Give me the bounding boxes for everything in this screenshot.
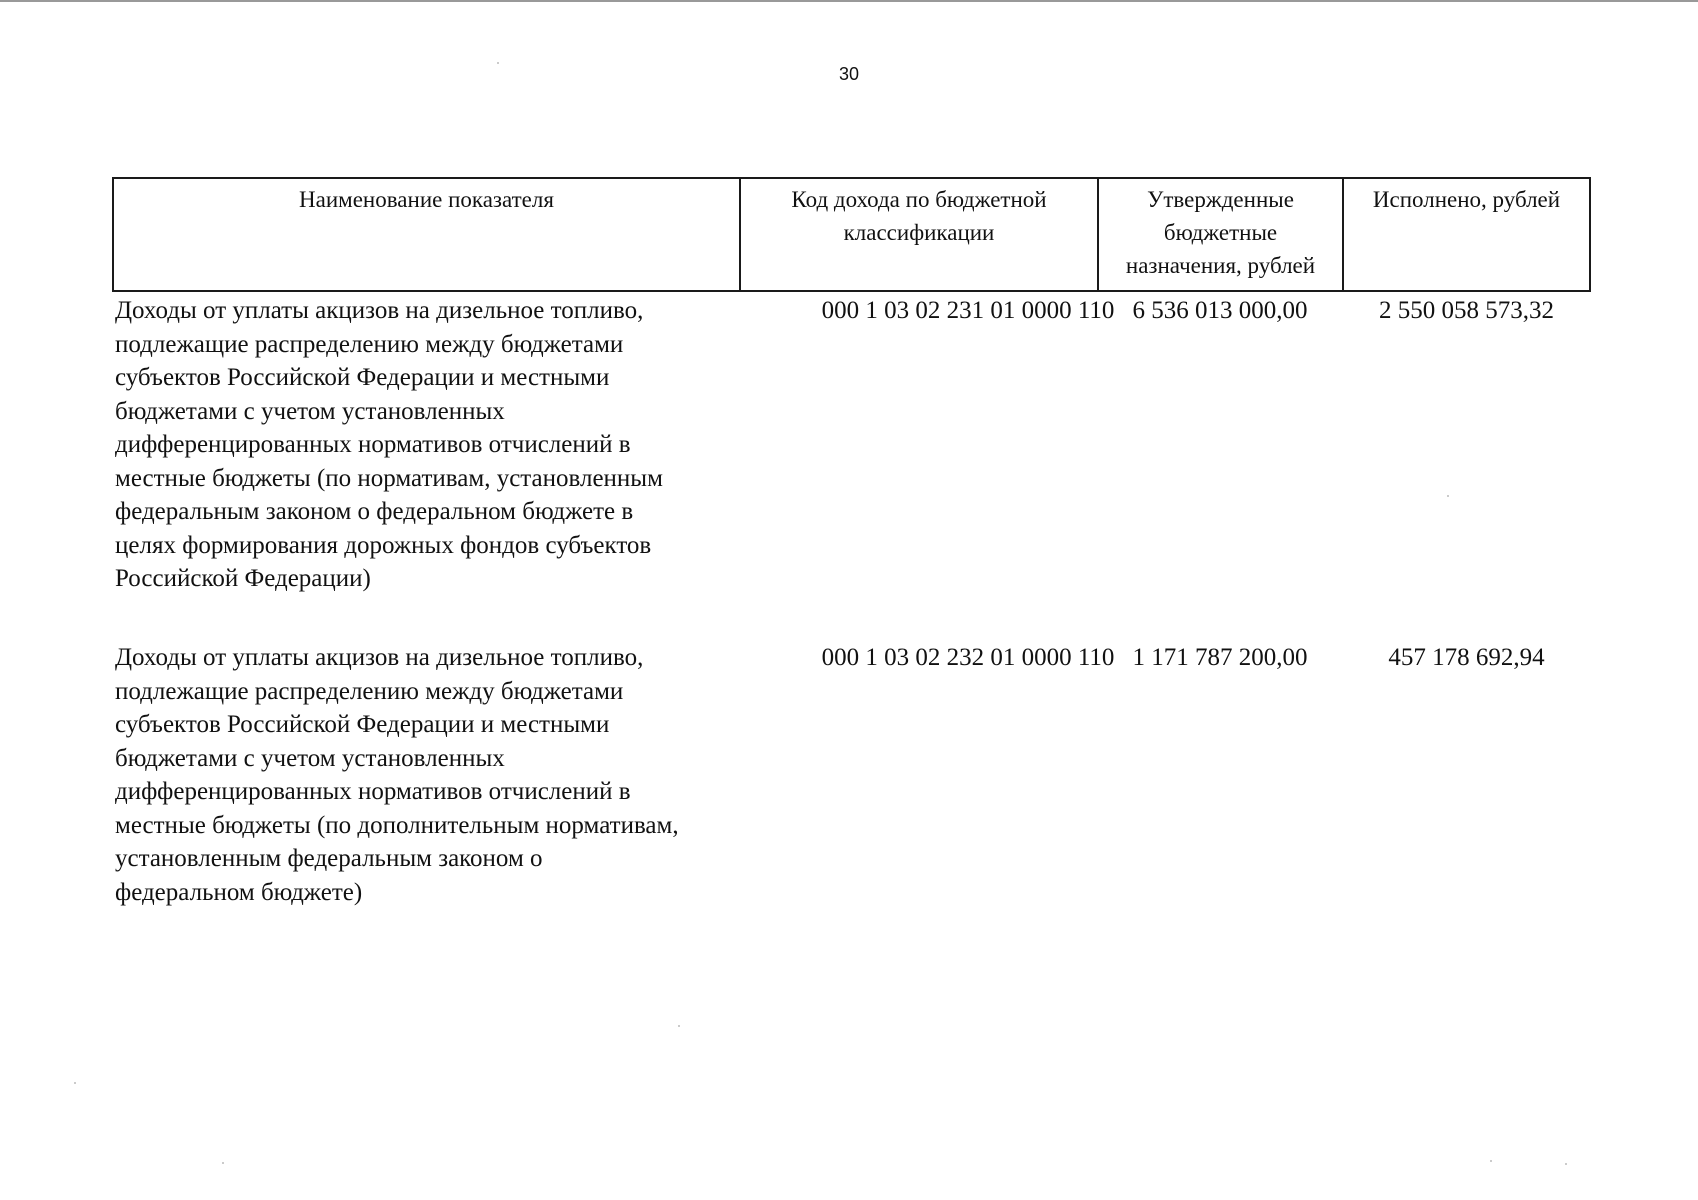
scan-speck xyxy=(497,62,499,64)
header-indicator-name: Наименование показателя xyxy=(113,178,740,291)
header-approved-amount: Утвержденные бюджетные назначения, рублей xyxy=(1098,178,1343,291)
scan-speck xyxy=(74,1082,76,1084)
row-revenue-code: 000 1 03 02 232 01 0000 110 xyxy=(821,644,1115,671)
row-revenue-code: 000 1 03 02 231 01 0000 110 xyxy=(821,297,1115,324)
row-approved-amount: 1 171 787 200,00 xyxy=(1132,644,1308,671)
scan-speck xyxy=(1565,1163,1567,1165)
row-approved-amount: 6 536 013 000,00 xyxy=(1132,297,1308,324)
header-revenue-code: Код дохода по бюджетной классификации xyxy=(740,178,1098,291)
scan-speck xyxy=(678,1025,680,1027)
header-executed-amount: Исполнено, рублей xyxy=(1343,178,1590,291)
scan-speck xyxy=(1447,495,1449,497)
row-indicator-name: Доходы от уплаты акцизов на дизельное топливо, подлежащие распределению между бюджетами субъектов Российской Федерации и местными бюджетами с учетом установленных дифференцированных нормативов отчислений в местные бюджеты (по дополнительным нормативам, установленным федеральным законом о федеральном бюджете) xyxy=(115,644,679,906)
table-header xyxy=(112,177,1591,292)
scan-speck xyxy=(1490,1160,1492,1162)
scan-speck xyxy=(222,1162,224,1164)
row-indicator-name: Доходы от уплаты акцизов на дизельное топливо, подлежащие распределению между бюджетами субъектов Российской Федерации и местными бюджетами с учетом установленных дифференцированных нормативов отчислений в местные бюджеты (по нормативам, установленным федеральным законом о федеральном бюджете в целях формирования дорожных фондов субъектов Российской Федерации) xyxy=(115,297,663,592)
row-executed-amount: 457 178 692,94 xyxy=(1388,644,1545,671)
row-executed-amount: 2 550 058 573,32 xyxy=(1379,297,1554,324)
page-number: 30 xyxy=(838,64,860,84)
header-row xyxy=(113,178,1590,291)
scan-edge-rule xyxy=(0,0,1698,2)
